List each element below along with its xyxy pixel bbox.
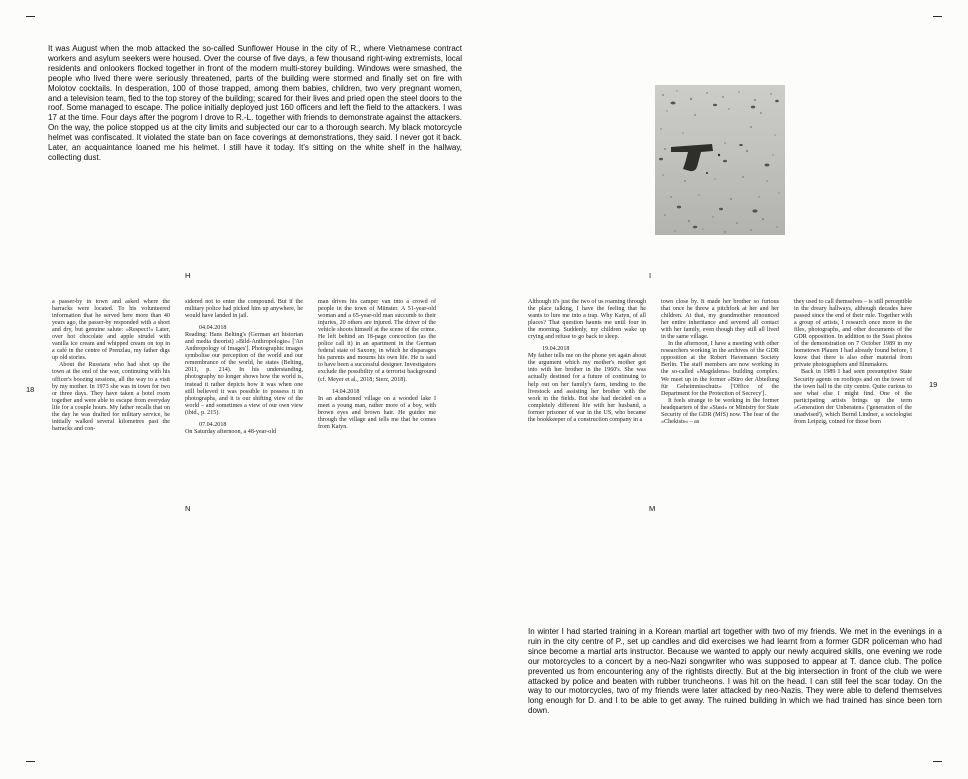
diary-paragraph: Reading: Hans Belting's (German art historian and media theorist) »Bild-Anthropologie« ['An Anthropology of Images']. Photographic images symbolise our perception of the world and our remembrance of the world, he states (Belting, 2011, p. 214). In his understanding, photography no longer shows how the world is, instead it rather depicts how it was when one still believed it was possible to possess it in photographs, and it is our shifting view of the world – and sometimes a view of our own view (ibid., p. 215).	[185, 332, 303, 416]
diary-paragraph: Although it's just the two of us roaming through the place talking, I have the feeling that he wants to lure me into a trap. Why Katyn, of all places? That question haunts me until four in the morning. Suddenly, my children wake up crying and refuse to go back to sleep.	[528, 299, 646, 341]
diary-paragraph: In the afternoon, I have a meeting with other researchers working in the archives of the GDR opposition at the Robert Havemann Society Berlin. The staff members are now working in the so-called »Magdalena« building complex. We meet up in the former »Büro der Abteilung für Geheimnisschutz« ['Office of the Department for the Protection of Secrecy'].	[661, 341, 779, 397]
diary-entry-date: 04.04.2018	[199, 325, 227, 332]
section-marker-n: N	[185, 504, 191, 513]
diary-paragraph: My father tells me on the phone yet again about the argument which my mother's mother got into with her brother in the 1960's. She was actually destined for a future of continuing to help out on her family's farm, tending to the livestock and assisting her brother with the work in the fields. But she had decided on a completely different life with her husband, a former prisoner of war in the US, who became the bookkeeper of a construction company in a	[528, 353, 646, 423]
diary-paragraph: On Saturday afternoon, a 48-year-old	[185, 428, 277, 435]
section-marker-h: H	[185, 271, 191, 280]
photo-image	[655, 85, 785, 235]
intro-paragraph: It was August when the mob attacked the so-called Sunflower House in the city of R., where Vietnamese contract workers and asylum seekers were housed. Over the course of five days, a few thousand right-wing extremists, local residents and onlookers flocked together in front of the modern multi-storey building. Windows were smashed, the people who lived there were seriously threatened, parts of the building were stormed and finally set on fire with Molotov cocktails. In desperation, 100 of those trapped, among them babies, children, two very pregnant women, and a television team, fled to the top storey of the building; scared for their lives and pried open the steel doors to the roof. Some managed to escape. The police initially deployed just 160 officers and left the field to the attackers. I was 17 at the time. Four days after the pogrom I drove to R.-L. together with friends to demonstrate against the attackers. On the way, the police stopped us at the city limits and subjected our car to a thorough search. My black motorcycle helmet was confiscated. It violated the state ban on face coverings at demonstrations, they said. I never got it back. Later, an acquaintance loaned me his helmet. I still have it today. It's sitting on the white shelf in the hallway, collecting dust.	[48, 44, 462, 162]
crop-mark	[933, 16, 942, 17]
diary-column-4	[528, 299, 646, 426]
right-page-columns	[528, 299, 912, 426]
diary-paragraph: Back in 1989 I had seen presumptive State Security agents on rooftops and on the tower of the town hall in the city centre. Quite curious to see what else I might find. One of the participating artists brings up the term »Generation der Unberaten« ('generation of the unadvised'), which Bernd Lindner, a sociologist from Leipzig, coined for those born	[794, 369, 912, 425]
diary-column-1	[52, 299, 170, 436]
diary-paragraph: they used to call themselves – is still perceptible in the dreary hallways, although decades have passed since the end of their rule. Together with a group of artists, I research once more in the files, photographs, and other documents of the GDR opposition. In addition to the Stasi photos of the demonstration on 7 October 1989 in my hometown Plauen I had already found before, I know that there is also other material from private photographers and filmmakers.	[794, 299, 912, 369]
diary-paragraph: It feels strange to be working in the former headquarters of the »Stasi« or Ministry for State Security of the GDR (MfS) now. The fear of the »Chekists« – as	[661, 397, 779, 425]
section-marker-i: I	[649, 271, 652, 280]
page-number-right: 19	[929, 380, 938, 389]
section-marker-m: M	[649, 504, 656, 513]
page-number-left: 18	[26, 385, 35, 394]
diary-paragraph: About the Russians who had shot up the town at the end of the war, continuing with his officer's boozing sessions, all the way to a visit by my mother. In 1973 she was in town for two or three days. They have taken a hotel room together and were able to escape from everyday life for a couple hours. My father recalls that on the day he was drafted for military service, he initially walked several kilometres past the barracks and con-	[52, 362, 170, 432]
diary-column-2	[185, 299, 303, 436]
crop-mark	[26, 761, 35, 762]
diary-entry-date: 07.04.2018	[199, 421, 227, 428]
diary-column-3	[318, 299, 436, 436]
closing-paragraph: In winter I had started training in a Korean martial art together with two of my friends. We met in the evenings in a ruin in the city centre of P., set up candles and did exercises we had learnt from a former GDR policeman who had since become a martial arts instructor. Because we wanted to apply our newly acquired skills, one evening we rode our motorcycles to a concert by a neo-Nazi songwriter who was supposed to appear at T. dance club. The police prevented us from encountering any of the rightists directly. But at the big intersection in front of the club we were attacked by police and beaten with rubber truncheons. I was hit on the head. I can still feel the scar today. On the way to our motorcycles, two of my friends were later attacked by neo-Nazis. They were able to defend themselves long enough for D. and I to be able to get away. The ruined building in which we had trained has since been torn down.	[528, 627, 942, 716]
diary-paragraph: In an abandoned village on a wooded lake I meet a young man, rather more of a boy, with brown eyes and brown hair. He guides me through the village and tells me that he comes from Katyn.	[318, 395, 436, 430]
left-page-columns	[52, 299, 436, 436]
diary-entry-date: 19.04.2018	[542, 346, 570, 353]
diary-paragraph: town close by. It made her brother so furious that once he threw a pitchfork at her and her children. At that, my grandmother renounced her entire inheritance and severed all contact with her family, even though they still all lived in the same village.	[661, 299, 779, 341]
diary-column-6	[794, 299, 912, 426]
diary-entry-date: 14.04.2018	[332, 388, 360, 395]
handgun-on-asphalt-photo	[655, 85, 785, 235]
crop-mark	[26, 16, 35, 17]
asphalt-background	[655, 85, 785, 235]
diary-paragraph: a passer-by in town and asked where the barracks were located. To his volunteered information that he served here more than 40 years ago, the passer-by responded with a short and dry, but genuine salute: »Respect!« Later, over hot chocolate and apple strudel with vanilla ice cream and whipped cream on top in a café in the centre of Prenzlau, my father digs up old stories.	[52, 299, 170, 362]
diary-paragraph: man drives his camper van into a crowd of people in the town of Münster. A 51-year-old woman and a 65-year-old man succumb to their injuries, 20 others are injured. The driver of the vehicle shoots himself at the scene of the crime. He left behind an 18-page concoction (as the police call it) in an apartment in the German federal state of Saxony, in which he disparages his parents and mourns his own life. He is said to have been a successful designer. Investigators exclude the possibility of a terrorist background (cf. Meyer et al., 2018; Sterz, 2018).	[318, 299, 436, 383]
crop-mark	[933, 761, 942, 762]
diary-column-5	[661, 299, 779, 426]
diary-paragraph: sidered not to enter the compound. But if the military police had picked him up anywhere, he would have landed in jail.	[185, 299, 303, 320]
